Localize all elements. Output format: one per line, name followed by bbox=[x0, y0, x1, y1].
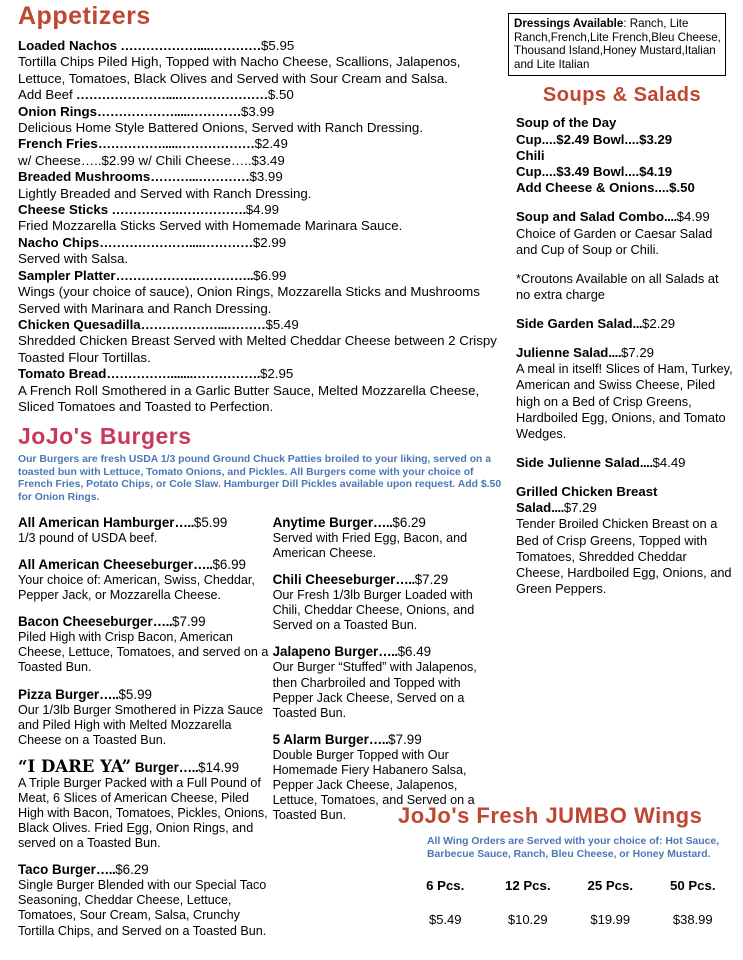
appetizer-price: $3.99 bbox=[249, 169, 283, 185]
appetizer-description: Fried Mozzarella Sticks Served with Homemade Marinara Sauce. bbox=[18, 218, 403, 234]
burger-name: All American Cheeseburger bbox=[18, 557, 194, 573]
burger-description: A Triple Burger Packed with a Full Pound of Meat, 6 Slices of American Cheese, Piled High with Bacon, Tomatoes, Pickles, Onions, Black Olives. Fried Egg, Onion Rings, and served on a Toasted Bun. bbox=[18, 775, 268, 851]
appetizer-price: $5.49 bbox=[265, 316, 299, 332]
dot-leader: ….. bbox=[378, 644, 398, 660]
appetizers-heading: Appetizers bbox=[18, 2, 151, 30]
dot-leader: ….. bbox=[193, 557, 213, 573]
add-cheese-onions: Add Cheese & Onions....$.50 bbox=[516, 180, 695, 196]
appetizer-price: $2.49 bbox=[254, 136, 288, 152]
wings-table-header-row bbox=[404, 877, 734, 911]
appetizer-item-row bbox=[18, 136, 498, 152]
appetizer-name: Chicken Quesadilla bbox=[18, 316, 141, 332]
burger-name: Chili Cheeseburger bbox=[272, 572, 396, 588]
dot-leader: ….. bbox=[174, 514, 194, 530]
burger-description: Piled High with Crisp Bacon, American Cheese, Lettuce, Tomatoes, and served on a Toasted Bun. bbox=[18, 630, 269, 675]
julienne-salad-desc: A meal in itself! Slices of Ham, Turkey, American and Swiss Cheese, Piled high on a Bed of Crisp Greens, Hardboiled Egg, Onions, and Tomato Wedges. bbox=[516, 361, 733, 441]
right-column bbox=[508, 0, 736, 597]
wings-price-table bbox=[404, 877, 734, 928]
dressings-text: : Ranch, Lite Ranch,French,Lite French,Bleu Cheese, Thousand Island,Honey Mustard,Italian and Lite Italian bbox=[514, 17, 721, 71]
burger-item bbox=[18, 515, 273, 546]
burger-item bbox=[18, 756, 273, 851]
burger-description: Served with Fried Egg, Bacon, and American Cheese. bbox=[272, 530, 468, 561]
appetizer-name: Onion Rings bbox=[18, 103, 98, 119]
dot-leader: ….. bbox=[95, 862, 116, 878]
appetizer-price: $6.99 bbox=[253, 267, 287, 283]
appetizer-item-row bbox=[18, 202, 498, 218]
dot-leader: …………….......……………. bbox=[106, 366, 260, 382]
dot-leader: ….. bbox=[395, 572, 415, 588]
appetizer-name: French Fries bbox=[18, 136, 98, 152]
dot-leader: ………...………… bbox=[150, 169, 250, 185]
burger-item bbox=[273, 515, 498, 561]
appetizer-price: $3.99 bbox=[241, 103, 275, 119]
burgers-intro-text: Our Burgers are fresh USDA 1/3 pound Ground Chuck Patties broiled to your liking, served on a toasted bun with Lettuce, Tomato Onions, and Pickles. All Burgers come with your choice of French Fries, Potato Chips, or Cole Slaw. Hamburger Dill Pickles available upon request. Add $.50 for Onion Rings. bbox=[18, 454, 502, 503]
appetizer-item-row bbox=[18, 366, 498, 382]
burger-head-row bbox=[18, 756, 273, 776]
dot-leader: .... bbox=[551, 500, 564, 516]
dot-leader: ….. bbox=[152, 614, 173, 630]
burger-head-row bbox=[18, 515, 273, 531]
appetizer-name: Loaded Nachos bbox=[18, 38, 118, 53]
dressings-label: Dressings Available bbox=[514, 17, 624, 30]
wings-price-cell: $19.99 bbox=[590, 912, 631, 928]
spacer bbox=[516, 332, 736, 345]
spacer bbox=[516, 258, 736, 271]
dot-leader: ….. bbox=[368, 731, 389, 747]
jumbo-wings-section bbox=[398, 805, 743, 928]
grilled-chicken-salad-price: $7.29 bbox=[563, 500, 597, 516]
chili-name: Chili bbox=[516, 147, 545, 163]
appetizer-description: Delicious Home Style Battered Onions, Served with Ranch Dressing. bbox=[18, 120, 423, 136]
appetizers-list bbox=[18, 38, 498, 415]
side-garden-salad-row bbox=[516, 316, 736, 332]
burger-description: Double Burger Topped with Our Homemade Fiery Habanero Salsa, Pepper Jack Cheese, Jalapenos, Lettuce, Tomatoes, and Served on a Toasted Bun. bbox=[272, 747, 475, 823]
burger-price: $5.99 bbox=[118, 686, 152, 702]
soups-salads-heading: Soups & Salads bbox=[542, 84, 702, 107]
dressings-available-box bbox=[508, 13, 726, 76]
burger-description: 1/3 pound of USDA beef. bbox=[18, 530, 158, 545]
appetizer-name: Nacho Chips bbox=[18, 234, 100, 250]
croutons-note: *Croutons Available on all Salads at no extra charge bbox=[516, 270, 719, 302]
burger-price: $5.99 bbox=[193, 514, 228, 530]
burger-name: Taco Burger bbox=[18, 862, 96, 878]
appetizer-name: Cheese Sticks bbox=[18, 202, 109, 218]
grilled-chicken-salad-row2 bbox=[516, 500, 736, 516]
spacer bbox=[516, 196, 736, 209]
wings-column-header: 50 Pcs. bbox=[670, 878, 716, 894]
burger-head-row bbox=[273, 572, 498, 588]
appetizer-price: $2.99 bbox=[252, 234, 287, 250]
julienne-salad-price: $7.29 bbox=[621, 345, 655, 361]
dot-leader: .... bbox=[608, 345, 622, 361]
burger-price: $6.49 bbox=[397, 644, 432, 660]
burger-description: Your choice of: American, Swiss, Cheddar, Pepper Jack, or Mozzarella Cheese. bbox=[18, 573, 255, 603]
wings-column-header: 6 Pcs. bbox=[426, 878, 465, 894]
burger-name: Pizza Burger bbox=[18, 686, 100, 702]
burger-price: $7.29 bbox=[414, 572, 449, 588]
spacer bbox=[516, 471, 736, 484]
appetizer-item-row bbox=[18, 235, 498, 251]
appetizer-name: Add Beef bbox=[18, 87, 73, 103]
appetizer-description: Wings (your choice of sauce), Onion Rings, Mozzarella Sticks and Mushrooms Served with Marinara and Ranch Dressing. bbox=[18, 284, 480, 316]
burger-price: $7.99 bbox=[388, 731, 422, 747]
appetizer-name: Breaded Mushrooms bbox=[18, 169, 151, 185]
soup-salad-combo-name: Soup and Salad Combo bbox=[516, 209, 664, 225]
burger-item bbox=[18, 862, 273, 938]
dot-leader: .... bbox=[664, 209, 677, 225]
side-julienne-salad-price: $4.49 bbox=[652, 454, 686, 470]
dot-leader: ……………….....………… bbox=[97, 103, 241, 119]
appetizer-item-row bbox=[18, 87, 498, 103]
wings-table-price-row bbox=[404, 911, 734, 928]
appetizer-item-row bbox=[18, 317, 498, 333]
appetizer-price: $.50 bbox=[267, 87, 294, 103]
grilled-chicken-salad-name: Grilled Chicken Breast bbox=[516, 484, 658, 500]
burger-head-row bbox=[18, 557, 273, 573]
burger-price: $7.99 bbox=[172, 614, 206, 630]
side-garden-salad-name: Side Garden Salad bbox=[516, 315, 633, 331]
burger-head-row bbox=[273, 644, 498, 660]
burger-item bbox=[18, 557, 273, 603]
dot-leader: ….. bbox=[99, 686, 119, 702]
dot-leader: …………………....………… bbox=[99, 234, 253, 250]
dot-leader: ……………….………….. bbox=[115, 267, 254, 283]
wings-column-header: 25 Pcs. bbox=[587, 878, 633, 894]
appetizer-description: A French Roll Smothered in a Garlic Butter Sauce, Melted Mozzarella Cheese, Sliced Tomatoes and Toasted to Perfection. bbox=[18, 382, 480, 414]
wings-column-header: 12 Pcs. bbox=[505, 878, 551, 894]
dot-leader: …………….....……………… bbox=[97, 136, 255, 152]
side-julienne-salad-name: Side Julienne Salad bbox=[516, 454, 640, 470]
appetizer-price: $5.95 bbox=[260, 38, 295, 53]
burger-price: $6.29 bbox=[392, 514, 426, 530]
burger-name: All American Hamburger bbox=[18, 514, 175, 530]
appetizer-sub-option: w/ Cheese…..$2.99 w/ Chili Cheese…..$3.49 bbox=[18, 152, 285, 168]
appetizer-price: $2.95 bbox=[259, 366, 294, 382]
appetizer-description: Tortilla Chips Piled High, Topped with Nacho Cheese, Scallions, Jalapenos, Lettuce, Tomatoes, Black Olives and Served with Sour Cream and Salsa. bbox=[18, 54, 461, 86]
burger-item bbox=[18, 687, 273, 748]
side-garden-salad-price: $2.29 bbox=[642, 315, 676, 331]
dot-leader: ... bbox=[632, 315, 643, 331]
wings-price-cell: $5.49 bbox=[428, 912, 462, 928]
burger-price: $6.99 bbox=[212, 557, 246, 573]
jumbo-wings-note: All Wing Orders are Served with your choice of: Hot Sauce, Barbecue Sauce, Ranch, Bleu Cheese, or Honey Mustard. bbox=[427, 836, 720, 860]
burger-price: $6.29 bbox=[115, 862, 149, 878]
julienne-salad-name: Julienne Salad bbox=[516, 345, 609, 361]
burger-name: Anytime Burger bbox=[272, 514, 374, 530]
burger-head-row bbox=[273, 515, 498, 531]
wings-price-cell: $10.29 bbox=[507, 912, 548, 928]
chili-price: Cup....$3.49 Bowl....$4.19 bbox=[516, 163, 673, 179]
burger-description: Single Burger Blended with our Special Taco Seasoning, Cheddar Cheese, Lettuce, Tomatoes, Sour Cream, Salsa, Crunchy Tortilla Chips, and Served on a Toasted Bun. bbox=[18, 878, 267, 938]
soup-salad-combo-desc: Choice of Garden or Caesar Salad and Cup of Soup or Chili. bbox=[516, 225, 713, 257]
wings-price-cell: $38.99 bbox=[672, 912, 713, 928]
appetizer-item-row bbox=[18, 268, 498, 284]
dot-leader: .... bbox=[639, 454, 653, 470]
appetizer-item-row bbox=[18, 38, 498, 54]
appetizer-item-row bbox=[18, 169, 498, 185]
appetizer-name: Sampler Platter bbox=[18, 267, 116, 283]
burger-description: Our Burger “Stuffed” with Jalapenos, then Charbroiled and Topped with Pepper Jack Cheese, Served on a Toasted Bun. bbox=[272, 660, 477, 720]
dot-leader: ….. bbox=[178, 759, 199, 775]
grilled-chicken-salad-name2: Salad bbox=[516, 500, 552, 516]
appetizer-name: Tomato Bread bbox=[18, 366, 107, 382]
burger-name: Bacon Cheeseburger bbox=[18, 614, 153, 630]
spacer bbox=[516, 303, 736, 316]
burger-name: Jalapeno Burger bbox=[272, 644, 379, 660]
soup-salad-combo-price: $4.99 bbox=[676, 209, 710, 225]
soup-of-the-day-name: Soup of the Day bbox=[516, 115, 617, 131]
appetizer-description: Served with Salsa. bbox=[18, 251, 129, 267]
appetizer-description: Shredded Chicken Breast Served with Melted Cheddar Cheese between 2 Crispy Toasted Flour Tortillas. bbox=[18, 333, 497, 365]
jumbo-wings-heading: JoJo's Fresh JUMBO Wings bbox=[398, 803, 703, 828]
side-julienne-salad-row bbox=[516, 455, 736, 471]
burger-head-row bbox=[18, 862, 273, 878]
burger-name-suffix: Burger bbox=[131, 759, 179, 775]
burger-item bbox=[273, 644, 498, 720]
dot-leader: …………………....………………… bbox=[72, 87, 268, 103]
dot-leader: ………………...……… bbox=[140, 316, 266, 332]
dot-leader: ………………....………… bbox=[117, 38, 261, 53]
soup-salad-combo-row bbox=[516, 209, 736, 225]
burger-price: $14.99 bbox=[198, 759, 240, 775]
burger-name: “I DARE YA” bbox=[18, 756, 132, 776]
appetizer-item-row bbox=[18, 104, 498, 120]
dot-leader: …………….……………. bbox=[108, 202, 246, 218]
burger-head-row bbox=[18, 687, 273, 703]
appetizer-price: $4.99 bbox=[245, 202, 280, 218]
spacer bbox=[516, 442, 736, 455]
burger-head-row bbox=[18, 614, 273, 630]
grilled-chicken-salad-desc: Tender Broiled Chicken Breast on a Bed of Crisp Greens, Topped with Tomatoes, Shredded Cheddar Cheese, Hardboiled Egg, Onions, and Green Peppers. bbox=[516, 516, 732, 596]
burger-item bbox=[273, 572, 498, 633]
burger-description: Our Fresh 1/3lb Burger Loaded with Chili, Cheddar Cheese, Onions, and Served on a Toasted Bun. bbox=[272, 588, 475, 633]
soups-salads-block bbox=[516, 115, 736, 597]
appetizer-description: Lightly Breaded and Served with Ranch Dressing. bbox=[18, 185, 312, 201]
julienne-salad-row bbox=[516, 345, 736, 361]
burger-name: 5 Alarm Burger bbox=[272, 731, 369, 747]
soup-of-the-day-price: Cup....$2.49 Bowl....$3.29 bbox=[516, 131, 673, 147]
burger-head-row bbox=[273, 732, 498, 748]
burger-description: Our 1/3lb Burger Smothered in Pizza Sauce and Piled High with Melted Mozzarella Cheese on a Toasted Bun. bbox=[18, 702, 264, 747]
burger-item bbox=[18, 614, 273, 675]
burger-column-left bbox=[18, 515, 273, 950]
dot-leader: ….. bbox=[373, 514, 393, 530]
burgers-heading: JoJo's Burgers bbox=[18, 423, 192, 450]
